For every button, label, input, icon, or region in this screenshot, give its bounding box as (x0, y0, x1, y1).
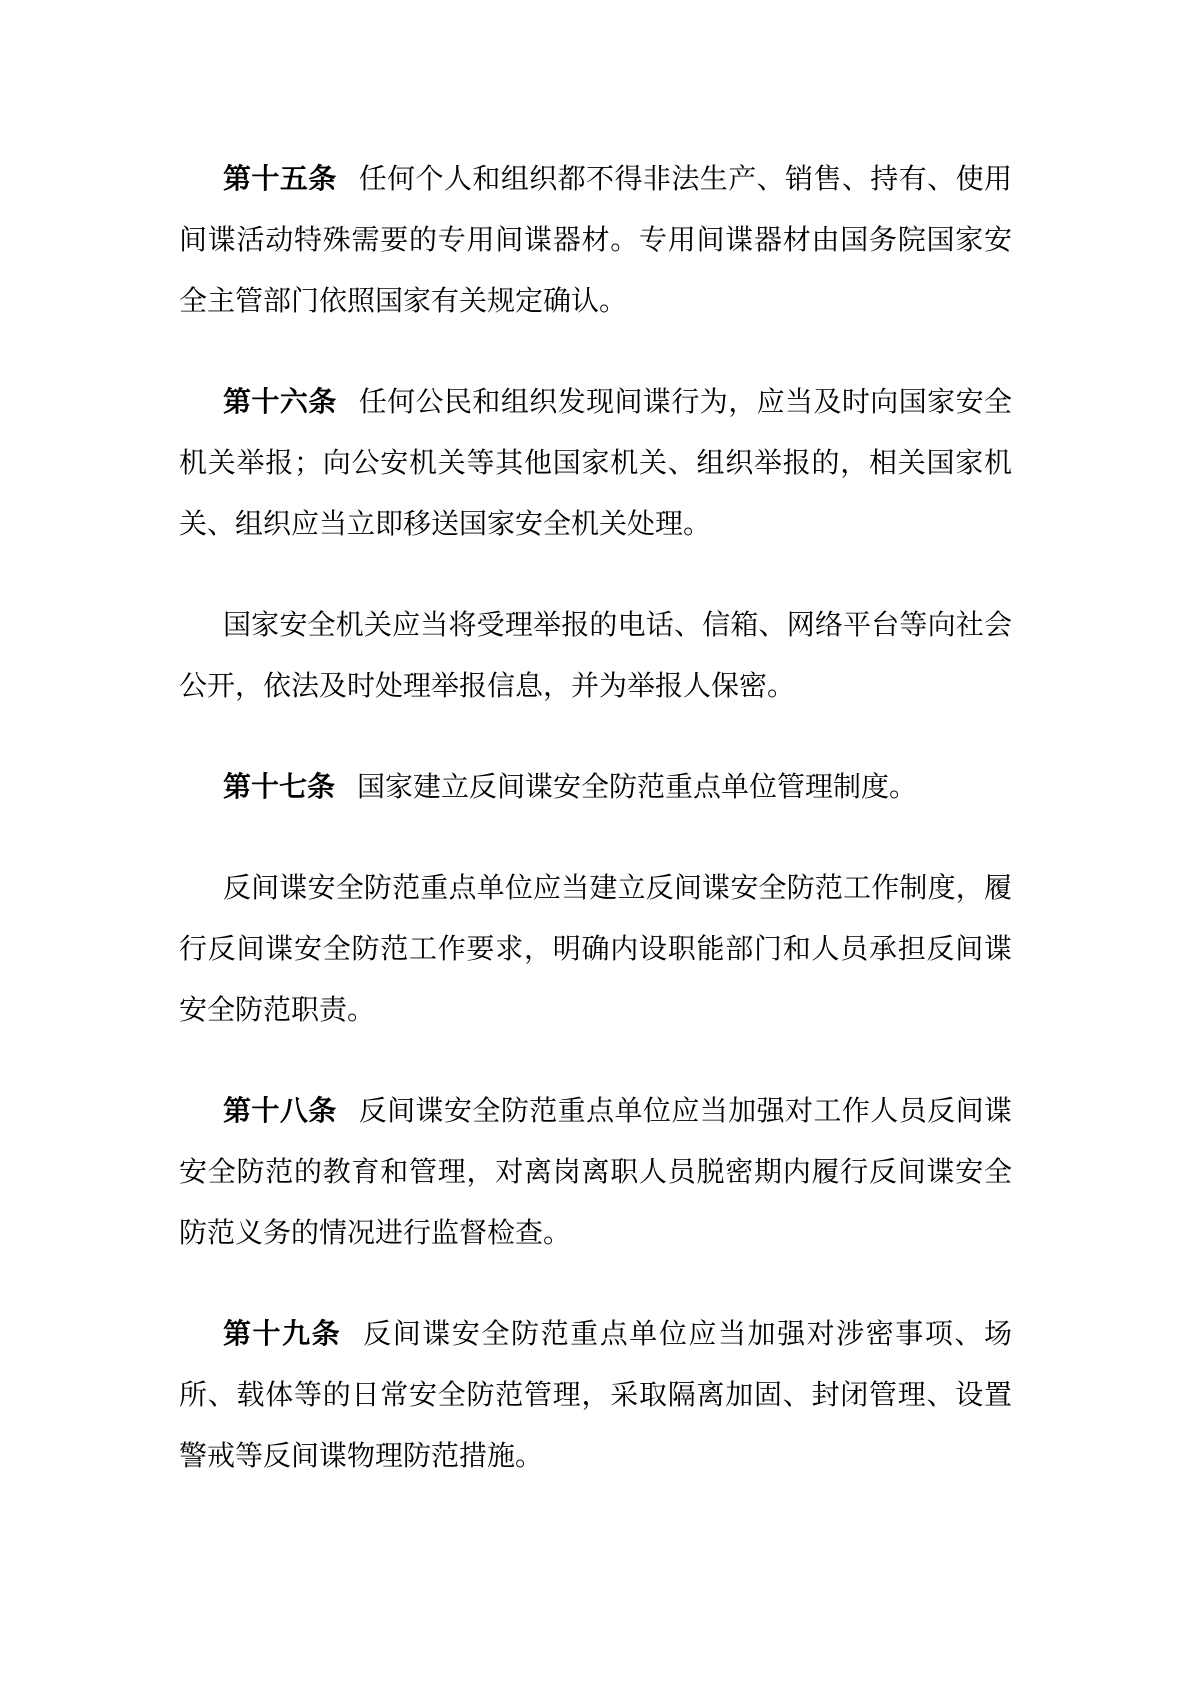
paragraph-article-15 (179, 148, 1012, 331)
paragraph-article-17 (179, 756, 1012, 817)
article-18-text: 反间谍安全防范重点单位应当加强对工作人员反间谍安全防范的教育和管理，对离岗离职人员脱密期内履行反间谍安全防范义务的情况进行监督检查。 (179, 1095, 1012, 1248)
article-16-number: 第十六条 (223, 386, 337, 417)
article-16-clause-2-text: 国家安全机关应当将受理举报的电话、信箱、网络平台等向社会公开，依法及时处理举报信息，并为举报人保密。 (179, 609, 1012, 701)
paragraph-article-16 (179, 371, 1012, 554)
paragraph-article-16-clause-2 (179, 594, 1012, 716)
article-18-number: 第十八条 (223, 1095, 337, 1126)
article-15-text: 任何个人和组织都不得非法生产、销售、持有、使用间谍活动特殊需要的专用间谍器材。专用间谍器材由国务院国家安全主管部门依照国家有关规定确认。 (179, 163, 1012, 316)
paragraph-article-17-clause-2 (179, 857, 1012, 1040)
article-19-text: 反间谍安全防范重点单位应当加强对涉密事项、场所、载体等的日常安全防范管理，采取隔离加固、封闭管理、设置警戒等反间谍物理防范措施。 (179, 1318, 1012, 1471)
paragraph-article-18 (179, 1080, 1012, 1263)
article-17-text: 国家建立反间谍安全防范重点单位管理制度。 (357, 771, 918, 802)
article-15-number: 第十五条 (223, 163, 337, 194)
article-17-number: 第十七条 (223, 771, 336, 802)
paragraph-article-19 (179, 1303, 1012, 1486)
article-19-number: 第十九条 (223, 1318, 342, 1349)
article-17-clause-2-text: 反间谍安全防范重点单位应当建立反间谍安全防范工作制度，履行反间谍安全防范工作要求，明确内设职能部门和人员承担反间谍安全防范职责。 (179, 872, 1012, 1025)
article-16-text: 任何公民和组织发现间谍行为，应当及时向国家安全机关举报；向公安机关等其他国家机关、组织举报的，相关国家机关、组织应当立即移送国家安全机关处理。 (179, 386, 1012, 539)
